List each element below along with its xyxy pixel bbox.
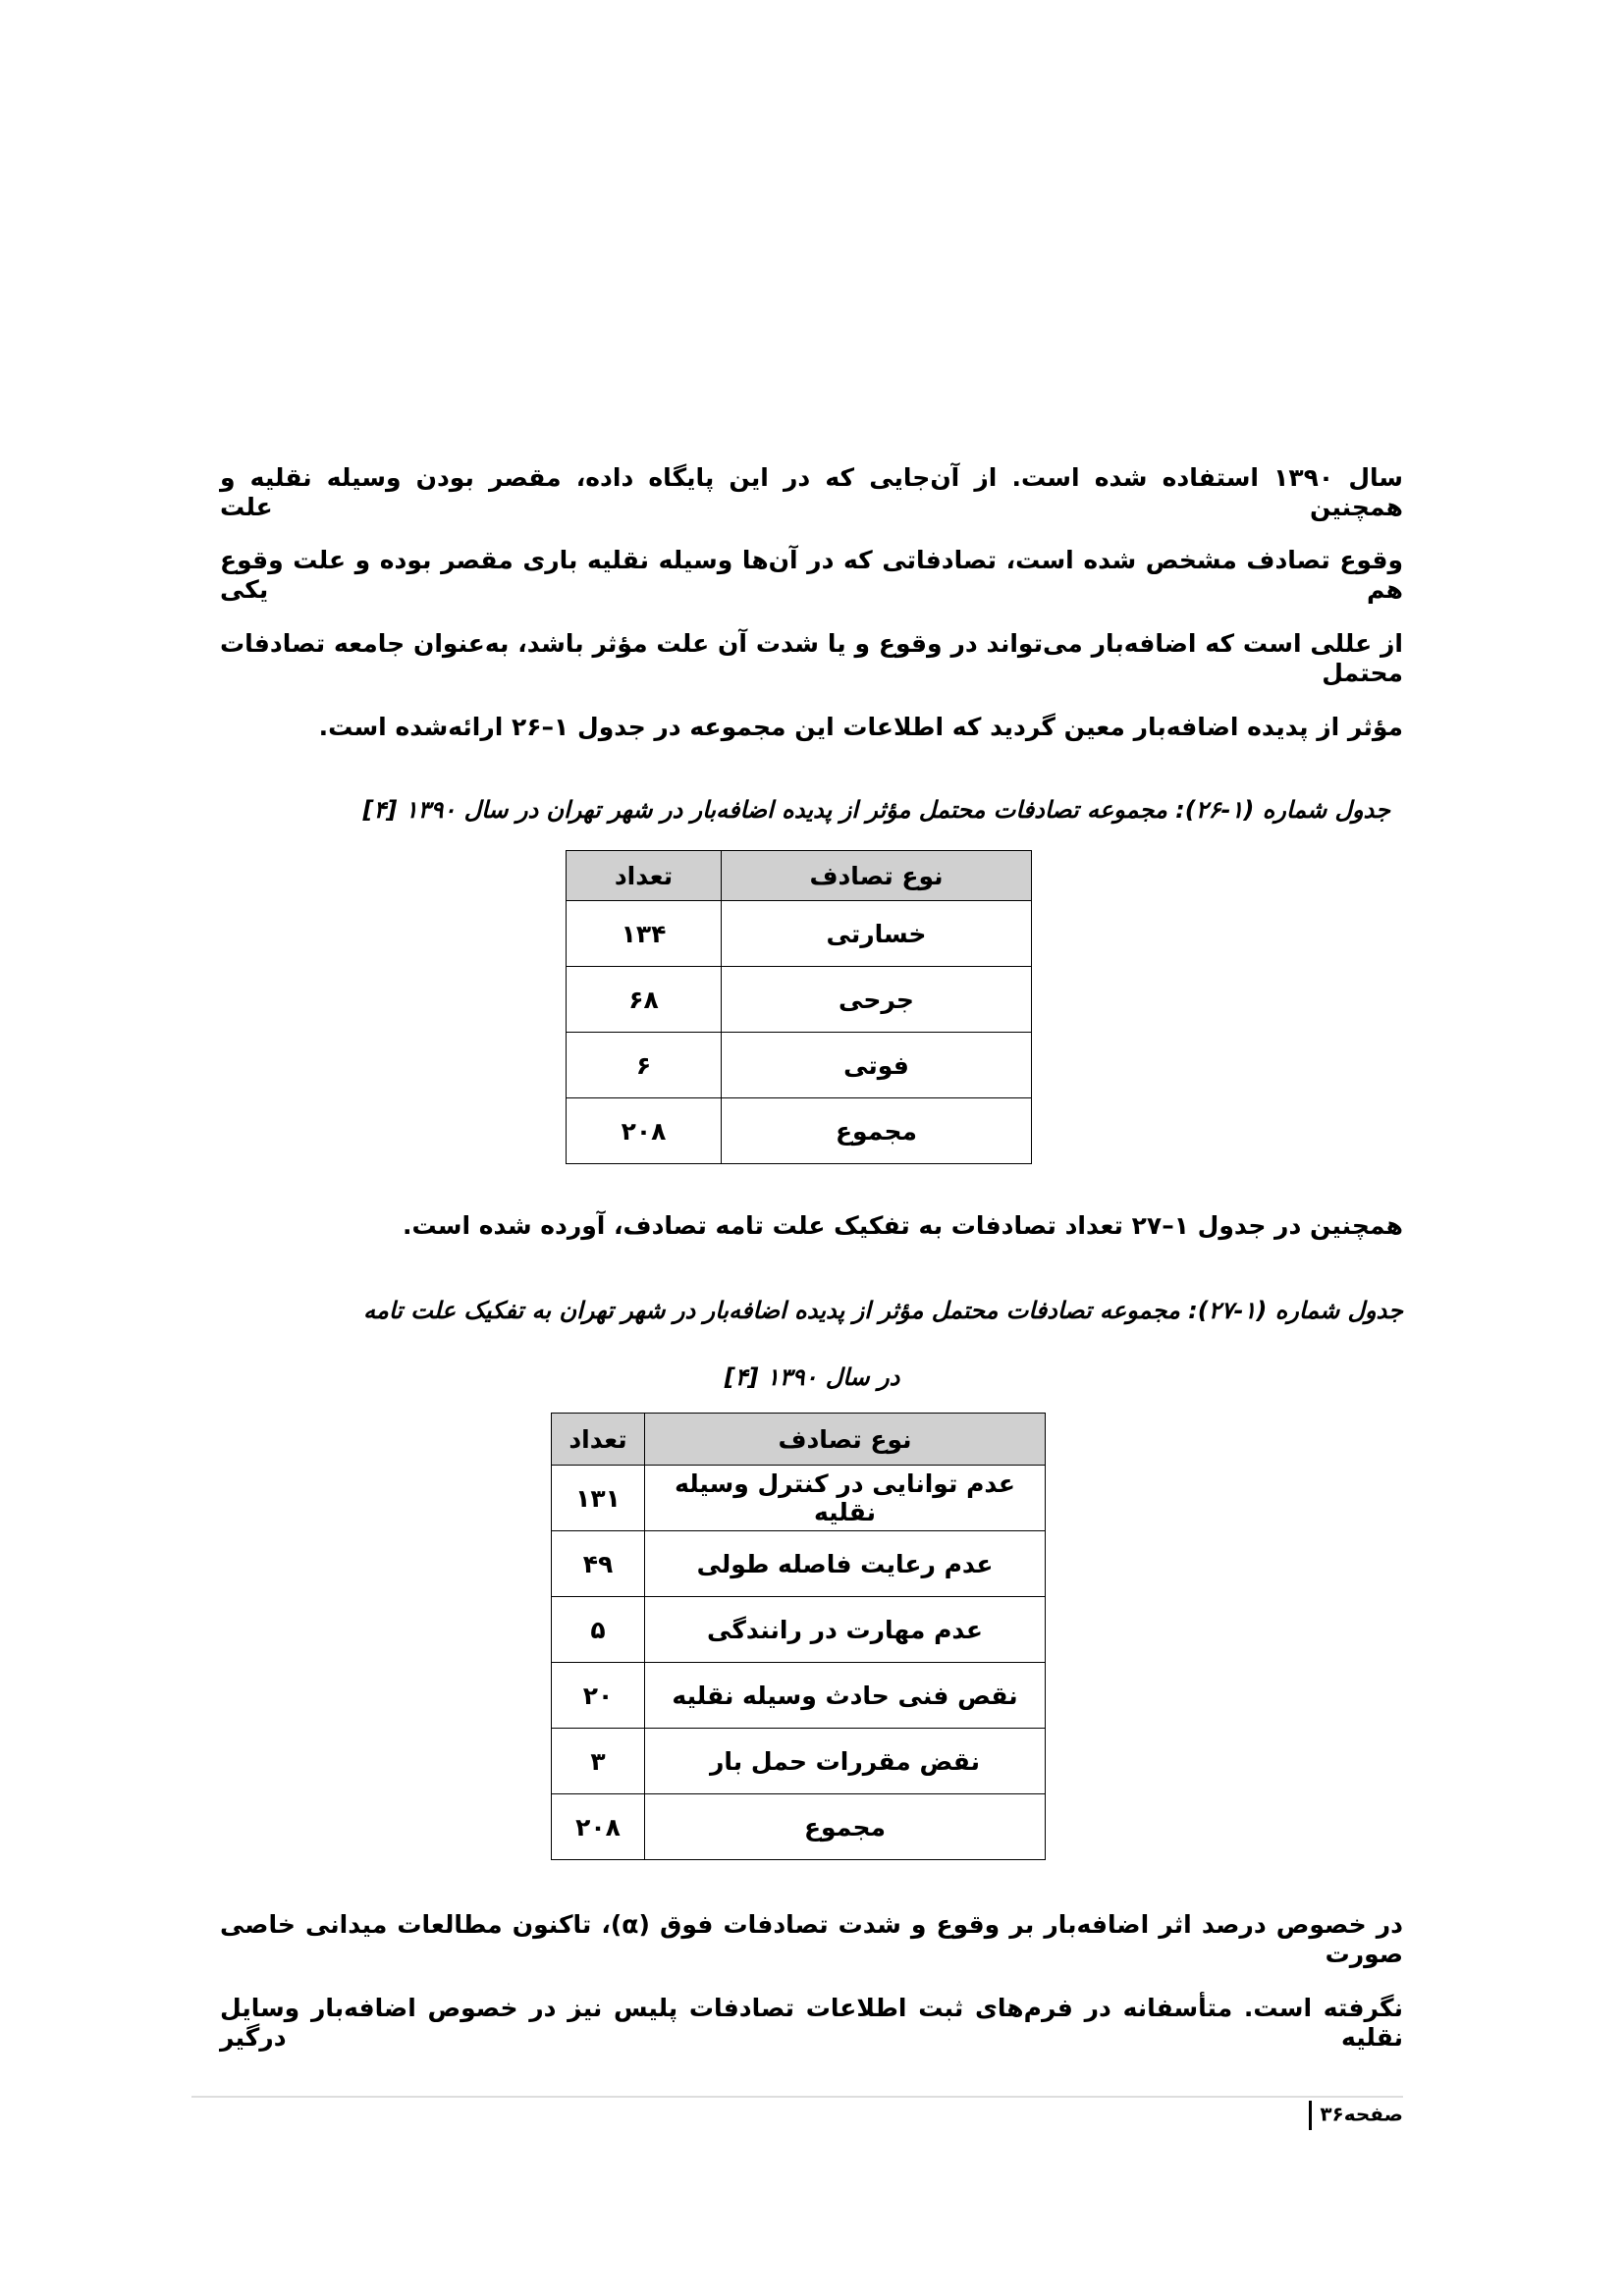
table-row: [552, 1794, 1046, 1860]
cell-type: مجموع: [722, 1098, 1032, 1164]
table-row: [552, 1597, 1046, 1663]
table-row: [552, 1663, 1046, 1729]
table1-caption: جدول شماره (۱-۲۶): مجموعه تصادفات محتمل مؤثر از پدیده اضافه‌بار در شهر تهران در سال ۱۳۹۰ [۴]: [362, 796, 1390, 824]
footer-bar: [1309, 2101, 1312, 2130]
cell-count: ۳: [552, 1729, 645, 1794]
cell-cause: عدم مهارت در رانندگی: [645, 1597, 1046, 1663]
paragraph-line: وقوع تصادف مشخص شده است، تصادفاتی که در آن‌ها وسیله نقلیه باری مقصر بوده و علت وقوع هم یکی: [220, 546, 1403, 604]
paragraph-line: نگرفته است. متأسفانه در فرم‌های ثبت اطلاعات تصادفات پلیس نیز در خصوص اضافه‌بار وسایل نقلیه درگیر: [220, 1994, 1403, 2052]
paragraph-line: در خصوص درصد اثر اضافه‌بار بر وقوع و شدت تصادفات فوق (α)، تاکنون مطالعات میدانی خاصی صورت: [220, 1910, 1404, 1968]
cell-cause: نقص فنی حادث وسیله نقلیه: [645, 1663, 1046, 1729]
cell-count: ۶۸: [567, 967, 722, 1033]
table-row: [552, 1729, 1046, 1794]
page-number: صفحه۳۶: [1320, 2102, 1403, 2126]
cell-cause: مجموع: [645, 1794, 1046, 1860]
cell-type: فوتی: [722, 1033, 1032, 1098]
cell-cause: عدم رعایت فاصله طولی: [645, 1531, 1046, 1597]
header-accident-cause: نوع تصادف: [645, 1414, 1046, 1466]
cell-count: ۲۰۸: [567, 1098, 722, 1164]
table1: [566, 850, 1032, 1164]
paragraph-line: مؤثر از پدیده اضافه‌بار معین گردید که اطلاعات این مجموعه در جدول ۱–۲۶ ارائه‌شده است.: [318, 713, 1403, 741]
table-row: [567, 967, 1032, 1033]
paragraph-line: سال ۱۳۹۰ استفاده شده است. از آن‌جایی که در این پایگاه داده، مقصر بودن وسیله نقلیه و همچنین علت: [220, 463, 1403, 521]
header-count: تعداد: [567, 851, 722, 901]
cell-type: جرحی: [722, 967, 1032, 1033]
cell-count: ۵: [552, 1597, 645, 1663]
paragraph-line: همچنین در جدول ۱–۲۷ تعداد تصادفات به تفکیک علت تامه تصادف، آورده شده است.: [402, 1211, 1403, 1240]
paragraph-line: از عللی است که اضافه‌بار می‌تواند در وقوع و یا شدت آن علت مؤثر باشد، به‌عنوان جامعه تصادفات محتمل: [220, 629, 1403, 687]
table-row: [567, 1033, 1032, 1098]
cell-count: ۶: [567, 1033, 722, 1098]
cell-type: خسارتی: [722, 901, 1032, 967]
cell-count: ۴۹: [552, 1531, 645, 1597]
cell-count: ۱۳۱: [552, 1466, 645, 1531]
header-count: تعداد: [552, 1414, 645, 1466]
cell-count: ۲۰۸: [552, 1794, 645, 1860]
table-row: [552, 1531, 1046, 1597]
table2-caption-line1: جدول شماره (۱-۲۷): مجموعه تصادفات محتمل مؤثر از پدیده اضافه‌بار در شهر تهران به تفکیک علت تامه: [363, 1297, 1403, 1324]
table-row: [567, 901, 1032, 967]
cell-cause: نقض مقررات حمل بار: [645, 1729, 1046, 1794]
table2-caption-line2: در سال ۱۳۹۰ [۴]: [724, 1363, 900, 1391]
table2: [551, 1413, 1046, 1860]
table-header-row: [567, 851, 1032, 901]
table-row: [567, 1098, 1032, 1164]
table-row: [552, 1466, 1046, 1531]
table-header-row: [552, 1414, 1046, 1466]
page-footer: [1309, 2101, 1403, 2130]
cell-count: ۱۳۴: [567, 901, 722, 967]
footer-divider: [191, 2096, 1403, 2098]
cell-cause: عدم توانایی در کنترل وسیله نقلیه: [645, 1466, 1046, 1531]
header-accident-type: نوع تصادف: [722, 851, 1032, 901]
cell-count: ۲۰: [552, 1663, 645, 1729]
